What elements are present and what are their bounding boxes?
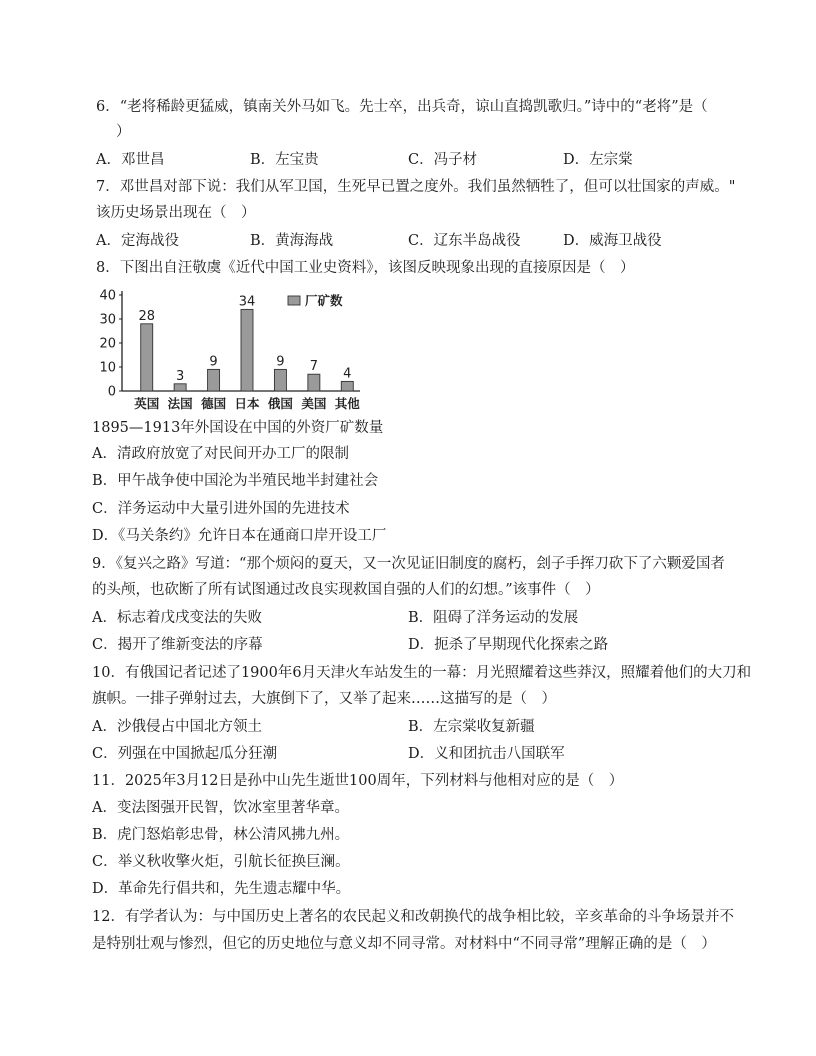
q6-option-b[interactable]: B．左宝贵 [250,152,319,168]
x-category-label: 法国 [167,396,193,411]
bar [174,384,186,391]
q8-option-d[interactable]: D．《马关条约》允许日本在通商口岸开设工厂 [92,528,387,544]
legend-swatch [288,296,300,305]
bar-data-label: 28 [138,308,155,324]
x-category-label: 其他 [334,396,360,411]
q11-option-b[interactable]: B．虎门怒焰彰忠骨，林公清风拂九州。 [92,827,350,843]
q7-option-c[interactable]: C．辽东半岛战役 [408,233,521,249]
q7-option-d[interactable]: D．威海卫战役 [563,233,662,249]
q7-option-b[interactable]: B．黄海海战 [250,233,334,249]
q12-stem-line2: 是特别壮观与惨烈，但它的历史地位与意义却不同寻常。对材料中“不同寻常”理解正确的是（ ） [92,936,716,952]
y-tick-label: 30 [99,312,116,328]
q7-stem-line1: 7．邓世昌对部下说：我们从军卫国，生死早已置之度外。我们虽然牺牲了，但可以壮国家的声威。" [96,179,736,195]
q8-option-a[interactable]: A．清政府放宽了对民间开办工厂的限制 [92,446,349,462]
x-category-label: 美国 [301,396,327,411]
y-tick-label: 20 [99,336,116,352]
legend-label: 厂矿数 [305,293,343,308]
q10-option-d[interactable]: D．义和团抗击八国联军 [408,746,565,762]
bar-data-label: 34 [238,294,256,310]
bar-data-label: 9 [276,354,285,370]
q8-option-c[interactable]: C．洋务运动中大量引进外国的先进技术 [92,501,350,517]
q6-stem-line2: ） [116,124,131,140]
q9-option-a[interactable]: A．标志着戊戌变法的失败 [92,610,262,626]
bar-data-label: 4 [343,366,352,382]
q11-stem-line1: 11．2025年3月12日是孙中山先生逝世100周年，下列材料与他相对应的是（ ） [92,773,624,789]
bar [308,374,320,391]
q6-option-c[interactable]: C．冯子材 [408,152,478,168]
bar-data-label: 7 [309,359,318,375]
factory-count-bar-chart [92,285,372,413]
q8-option-b[interactable]: B．甲午战争使中国沦为半殖民地半封建社会 [92,473,379,489]
q6-option-a[interactable]: A．邓世昌 [96,152,165,168]
q10-option-a[interactable]: A．沙俄侵占中国北方领土 [92,719,262,735]
q10-stem-line2: 旗帜。一排子弹射过去，大旗倒下了，又举了起来……这描写的是（ ） [92,691,556,707]
bar [274,369,286,391]
x-category-label: 英国 [134,396,160,411]
q9-option-c[interactable]: C．揭开了维新变法的序幕 [92,637,263,653]
q9-option-d[interactable]: D．扼杀了早期现代化探索之路 [408,637,609,653]
q10-option-c[interactable]: C．列强在中国掀起瓜分狂潮 [92,746,278,762]
q12-stem-line1: 12．有学者认为：与中国历史上著名的农民起义和改朝换代的战争相比较，辛亥革命的斗争场景并不 [92,909,734,925]
y-tick-label: 0 [107,384,116,400]
q11-option-c[interactable]: C．举义秋收擎火炬，引航长征换巨澜。 [92,854,350,870]
q11-option-d[interactable]: D．革命先行倡共和，先生遗志耀中华。 [92,881,351,897]
bar [341,381,353,391]
q9-stem-line2: 的头颅，也砍断了所有试图通过改良实现救国自强的人们的幻想。”该事件（ ） [92,582,600,598]
bar [241,309,253,391]
q9-option-b[interactable]: B．阻碍了洋务运动的发展 [408,610,579,626]
y-tick-label: 40 [99,288,116,304]
q11-option-a[interactable]: A．变法图强开民智，饮冰室里著华章。 [92,800,349,816]
q6-option-d[interactable]: D．左宗棠 [563,152,633,168]
bar [208,369,220,391]
bar [141,324,153,391]
x-category-label: 俄国 [267,396,293,411]
q8-chart-caption: 1895—1913年外国设在中国的外资厂矿数量 [92,420,384,436]
x-category-label: 日本 [234,396,260,411]
y-tick-label: 10 [99,360,116,376]
q8-stem-line1: 8．下图出自汪敬虞《近代中国工业史资料》，该图反映现象出现的直接原因是（ ） [96,260,635,276]
bar-data-label: 9 [209,354,218,370]
q7-option-a[interactable]: A．定海战役 [96,233,179,249]
q6-stem-line1: 6．“老将稀龄更猛威，镇南关外马如飞。先士卒，出兵奇，谅山直捣凯歌归。”诗中的“老将”是（ [96,99,708,115]
q7-stem-line2: 该历史场景出现在（ ） [96,205,256,221]
bar-data-label: 3 [176,368,185,384]
q10-stem-line1: 10．有俄国记者记述了1900年6月天津火车站发生的一幕：月光照耀着这些莽汉，照耀着他们的大刀和 [92,665,752,681]
q10-option-b[interactable]: B．左宗棠收复新疆 [408,719,535,735]
x-category-label: 德国 [201,396,227,411]
q9-stem-line1: 9．《复兴之路》写道：“那个烦闷的夏天，又一次见证旧制度的腐朽，刽子手挥刀砍下了六颗爱国者 [92,556,725,572]
